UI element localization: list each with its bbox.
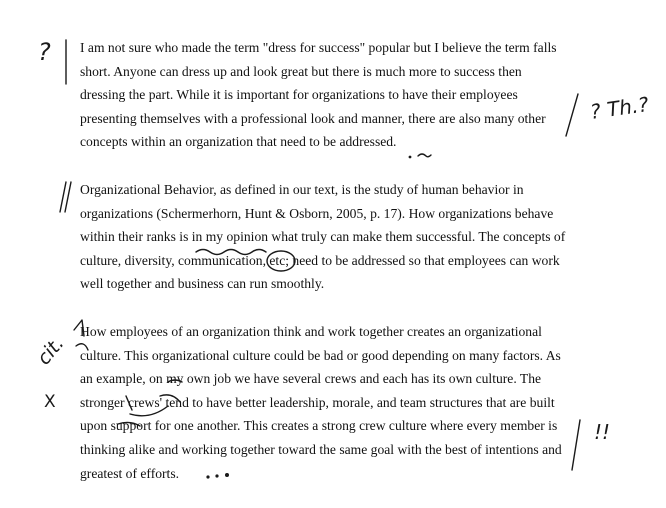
ink-dot xyxy=(409,156,412,159)
text-line: upon support for one another. This creates a strong crew culture where every member is xyxy=(80,418,558,434)
paragraph-3 xyxy=(80,320,580,485)
text-line: stronger crews' tend to have better leadership, morale, and team structures that are built xyxy=(80,394,555,410)
text-line: culture, diversity, communication, etc; need to be addressed so that employees can work xyxy=(80,252,560,268)
paragraph-1 xyxy=(80,36,580,154)
margin-x-mark: X xyxy=(44,392,56,412)
text-line: well together and business can run smoothly. xyxy=(80,276,325,292)
paragraph-2 xyxy=(80,178,580,296)
text-line: dressing the part. While it is important for organizations to have their employees xyxy=(80,87,518,103)
text-line: thinking alike and working together toward the same goal with the best of intentions and xyxy=(80,441,562,457)
margin-cit-note: cit. xyxy=(32,332,69,370)
margin-double-exclaim: !! xyxy=(594,420,611,444)
text-line: short. Anyone can dress up and look great but there is much more to success then xyxy=(80,63,522,79)
text-line: an example, on my own job we have several crews and each has its own culture. The xyxy=(80,371,542,387)
text-line: presenting themselves with a professional look and manner, there are also many other xyxy=(80,110,546,126)
text-line: organizations (Schermerhorn, Hunt & Osborn, 2005, p. 17). How organizations behave xyxy=(80,205,554,221)
text-line: I am not sure who made the term "dress for success" popular but I believe the term falls xyxy=(80,40,557,55)
text-line: within their ranks is in my opinion what truly can make them successful. The concepts of xyxy=(80,229,566,245)
ink-squiggle xyxy=(418,154,431,157)
text-line: How employees of an organization think and work together creates an organizational xyxy=(80,324,542,339)
text-line: greatest of efforts. xyxy=(80,465,180,481)
text-line: concepts within an organization that need to be addressed. xyxy=(80,134,397,150)
text-line: culture. This organizational culture could be bad or good depending on many factors. As xyxy=(80,347,561,363)
paragraph-mark-icon xyxy=(60,182,71,212)
margin-question-mark: ? xyxy=(38,38,51,66)
margin-th-query: ? Th.? xyxy=(588,92,651,124)
text-line: Organizational Behavior, as defined in our text, is the study of human behavior in xyxy=(80,182,524,197)
